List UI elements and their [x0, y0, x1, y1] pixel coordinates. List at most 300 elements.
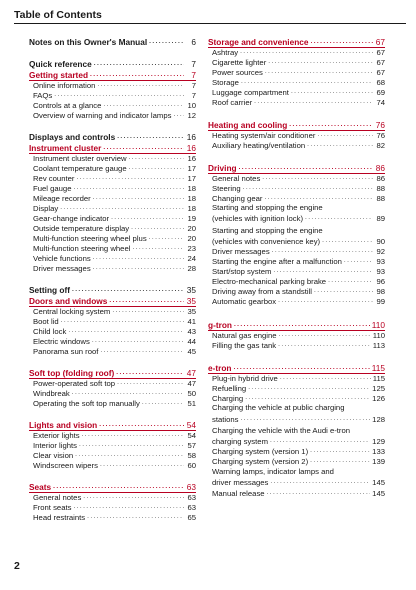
- toc-entry[interactable]: [33, 80, 196, 90]
- toc-entry-title: Interior lights: [33, 441, 78, 450]
- toc-page-number: 63: [186, 482, 196, 492]
- toc-page-number: 63: [187, 493, 196, 502]
- dot-leader: [116, 368, 184, 377]
- toc-category-heading[interactable]: [29, 132, 196, 142]
- toc-entry-title: Natural gas engine: [212, 331, 277, 340]
- toc-page-number: 28: [187, 264, 196, 273]
- toc-entry-title: FAQs: [33, 91, 53, 100]
- toc-page-number: 24: [187, 254, 196, 263]
- toc-entry-title: Mileage recorder: [33, 194, 91, 203]
- dot-leader: [72, 285, 184, 294]
- toc-page-number: 60: [187, 461, 196, 470]
- toc-entry[interactable]: [212, 47, 385, 57]
- toc-entry[interactable]: [33, 243, 196, 253]
- toc-entry[interactable]: [212, 436, 385, 446]
- toc-entry-title: Ashtray: [212, 48, 239, 57]
- toc-entry-title: Auxiliary heating/ventilation: [212, 141, 306, 150]
- toc-entry[interactable]: [212, 340, 385, 350]
- toc-entry[interactable]: [212, 477, 385, 487]
- toc-entry-title: Charging the vehicle at public charging: [212, 403, 345, 412]
- toc-entry-title: e-tron: [208, 363, 232, 373]
- toc-page-number: 115: [371, 363, 385, 373]
- toc-entry[interactable]: [33, 100, 196, 110]
- dot-leader: [61, 316, 184, 325]
- toc-entry-title: Central locking system: [33, 307, 111, 316]
- toc-entry[interactable]: [33, 388, 196, 398]
- toc-page-number: 129: [372, 437, 385, 446]
- toc-entry[interactable]: [33, 336, 196, 346]
- toc-entry-title: Multi-function steering wheel: [33, 244, 131, 253]
- toc-entry[interactable]: [212, 183, 385, 193]
- toc-page-number: 128: [372, 415, 385, 424]
- toc-page-number: 7: [191, 70, 196, 80]
- toc-entry[interactable]: [33, 460, 196, 470]
- toc-entry-title: Coolant temperature gauge: [33, 164, 127, 173]
- dot-leader: [289, 120, 373, 129]
- dot-leader: [53, 482, 184, 491]
- toc-entry[interactable]: [212, 173, 385, 183]
- dot-leader: [132, 243, 184, 252]
- dot-leader: [278, 296, 373, 305]
- toc-entry-title: Head restraints: [33, 513, 86, 522]
- dot-leader: [317, 130, 373, 139]
- toc-entry-title: Boot lid: [33, 317, 59, 326]
- dot-leader: [82, 430, 184, 439]
- dot-leader: [273, 266, 373, 275]
- dot-leader: [245, 393, 370, 402]
- toc-entry-title: Child lock: [33, 327, 67, 336]
- toc-entry[interactable]: [212, 393, 385, 403]
- toc-page-number: 35: [187, 307, 196, 316]
- toc-page-number: 54: [187, 431, 196, 440]
- toc-page-number: 110: [371, 320, 385, 330]
- toc-page-number: 7: [191, 91, 196, 100]
- toc-entry-title: Start/stop system: [212, 267, 272, 276]
- toc-entry[interactable]: [212, 67, 385, 77]
- dot-leader: [100, 460, 184, 469]
- toc-entry-title: Multi-function steering wheel plus: [33, 234, 147, 243]
- toc-entry-title: Panorama sun roof: [33, 347, 99, 356]
- dot-leader: [87, 512, 184, 521]
- dot-leader: [291, 87, 373, 96]
- toc-entry-title: Soft top (folding roof): [29, 368, 115, 378]
- toc-entry-title: Displays and controls: [29, 132, 116, 142]
- dot-leader: [270, 436, 370, 445]
- toc-entry[interactable]: [212, 373, 385, 383]
- dot-leader: [240, 47, 373, 56]
- dot-leader: [60, 203, 184, 212]
- toc-chapter-heading[interactable]: [208, 320, 385, 330]
- toc-page-number: 126: [372, 394, 385, 403]
- dot-leader: [142, 398, 184, 407]
- toc-page-number: 67: [376, 58, 385, 67]
- toc-entry-title: Starting and stopping the engine: [212, 203, 323, 212]
- toc-entry[interactable]: [212, 488, 385, 498]
- toc-page-number: 41: [187, 317, 196, 326]
- dot-leader: [310, 456, 370, 465]
- dot-leader: [241, 77, 373, 86]
- dot-leader: [117, 132, 184, 141]
- dot-leader: [254, 97, 373, 106]
- toc-entry[interactable]: [212, 97, 385, 107]
- toc-entry[interactable]: [33, 223, 196, 233]
- dot-leader: [311, 37, 373, 46]
- toc-page-number: 17: [187, 164, 196, 173]
- toc-page-number: 16: [186, 143, 196, 153]
- toc-entry-title: Power-operated soft top: [33, 379, 116, 388]
- toc-page-number: 54: [186, 420, 196, 430]
- toc-entry[interactable]: [33, 492, 196, 502]
- dot-leader: [248, 383, 370, 392]
- toc-entry[interactable]: [212, 140, 385, 150]
- toc-entry-title: Storage and convenience: [208, 37, 309, 47]
- toc-chapter-heading[interactable]: [208, 37, 385, 47]
- toc-entry[interactable]: [212, 266, 385, 276]
- dot-leader: [129, 153, 184, 162]
- toc-page-number: 89: [376, 214, 385, 223]
- toc-entry[interactable]: [33, 153, 196, 163]
- toc-chapter-heading[interactable]: [208, 363, 385, 373]
- toc-entry-title: Driver messages: [33, 264, 91, 273]
- toc-entry[interactable]: [212, 77, 385, 87]
- toc-entry[interactable]: [212, 296, 385, 306]
- toc-entry[interactable]: [212, 467, 385, 476]
- dot-leader: [111, 213, 184, 222]
- dot-leader: [279, 330, 371, 339]
- dot-leader: [265, 67, 373, 76]
- toc-entry[interactable]: [33, 326, 196, 336]
- dot-leader: [79, 440, 184, 449]
- toc-entry[interactable]: [212, 236, 385, 246]
- toc-entry-title: Power sources: [212, 68, 263, 77]
- toc-page-number: 98: [376, 287, 385, 296]
- toc-entry[interactable]: [33, 378, 196, 388]
- toc-entry[interactable]: [33, 430, 196, 440]
- toc-page-number: 45: [187, 347, 196, 356]
- toc-entry-title: Doors and windows: [29, 296, 108, 306]
- toc-entry[interactable]: [212, 330, 385, 340]
- toc-entry[interactable]: [212, 193, 385, 203]
- toc-entry-title: Overview of warning and indicator lamps: [33, 111, 172, 120]
- toc-entry-title: Heating system/air conditioner: [212, 131, 316, 140]
- toc-entry-title: Controls at a glance: [33, 101, 102, 110]
- toc-entry-title: Fuel gauge: [33, 184, 72, 193]
- toc-entry[interactable]: [212, 87, 385, 97]
- toc-entry[interactable]: [212, 57, 385, 67]
- toc-entry[interactable]: [212, 226, 385, 235]
- toc-page-number: 18: [187, 184, 196, 193]
- toc-entry-title: Quick reference: [29, 59, 92, 69]
- toc-category-heading[interactable]: [29, 59, 196, 69]
- toc-entry-title: Luggage compartment: [212, 88, 289, 97]
- dot-leader: [239, 163, 373, 172]
- toc-entry-title: Lights and vision: [29, 420, 98, 430]
- toc-entry-title: Filling the gas tank: [212, 341, 277, 350]
- toc-page-number: 133: [372, 447, 385, 456]
- toc-chapter-heading[interactable]: [208, 163, 385, 173]
- dot-leader: [262, 173, 373, 182]
- dot-leader: [68, 326, 184, 335]
- toc-page-number: 96: [376, 277, 385, 286]
- dot-leader: [241, 414, 371, 423]
- toc-entry-title: driver messages: [212, 478, 269, 487]
- toc-entry[interactable]: [33, 233, 196, 243]
- toc-page-number: 69: [376, 88, 385, 97]
- toc-entry-title: Changing gear: [212, 194, 263, 203]
- toc-entry[interactable]: [212, 130, 385, 140]
- toc-page-number: 16: [187, 154, 196, 163]
- dot-leader: [76, 173, 184, 182]
- dot-leader: [280, 373, 371, 382]
- dot-leader: [103, 100, 184, 109]
- toc-entry[interactable]: [33, 346, 196, 356]
- toc-page-number: 12: [187, 111, 196, 120]
- dot-leader: [344, 256, 373, 265]
- toc-chapter-heading[interactable]: [29, 368, 196, 378]
- toc-entry-title: Rev counter: [33, 174, 75, 183]
- toc-entry-title: Warning lamps, indicator lamps and: [212, 467, 334, 476]
- toc-entry[interactable]: [212, 246, 385, 256]
- toc-entry[interactable]: [33, 512, 196, 522]
- toc-entry-title: Online information: [33, 81, 96, 90]
- toc-entry[interactable]: [33, 316, 196, 326]
- toc-entry-title: Charging system (version 2): [212, 457, 309, 466]
- toc-page-number: 7: [191, 59, 196, 69]
- dot-leader: [92, 336, 184, 345]
- dot-leader: [94, 59, 184, 68]
- dot-leader: [278, 340, 371, 349]
- dot-leader: [99, 420, 184, 429]
- toc-page-number: 93: [376, 257, 385, 266]
- toc-page-number: 20: [187, 224, 196, 233]
- dot-leader: [83, 492, 184, 501]
- dot-leader: [75, 450, 184, 459]
- dot-leader: [149, 233, 184, 242]
- dot-leader: [267, 488, 371, 497]
- toc-entry-title: Gear-change indicator: [33, 214, 110, 223]
- dot-leader: [109, 296, 184, 305]
- toc-page-number: 76: [375, 120, 385, 130]
- toc-page-number: 7: [191, 81, 196, 90]
- dot-leader: [314, 286, 373, 295]
- toc-entry[interactable]: [212, 456, 385, 466]
- dot-leader: [129, 163, 184, 172]
- toc-entry-title: stations: [212, 415, 239, 424]
- dot-leader: [72, 388, 184, 397]
- dot-leader: [93, 253, 184, 262]
- toc-entry[interactable]: [212, 414, 385, 424]
- toc-entry-title: Instrument cluster overview: [33, 154, 127, 163]
- page-header-title: Table of Contents: [14, 9, 102, 21]
- toc-entry[interactable]: [33, 440, 196, 450]
- toc-page-number: 74: [376, 98, 385, 107]
- toc-entry-title: Steering: [212, 184, 241, 193]
- dot-leader: [264, 193, 373, 202]
- toc-entry-title: Display: [33, 204, 59, 213]
- toc-entry[interactable]: [33, 398, 196, 408]
- toc-page-number: 67: [375, 37, 385, 47]
- dot-leader: [97, 80, 184, 89]
- dot-leader: [305, 213, 373, 222]
- toc-entry[interactable]: [212, 213, 385, 223]
- toc-page-number: 43: [187, 327, 196, 336]
- toc-entry-title: Clear vision: [33, 451, 74, 460]
- toc-entry[interactable]: [33, 183, 196, 193]
- toc-page-number: 90: [376, 237, 385, 246]
- toc-entry[interactable]: [33, 193, 196, 203]
- toc-entry-title: Electric windows: [33, 337, 90, 346]
- dot-leader: [243, 183, 373, 192]
- dot-leader: [90, 70, 184, 79]
- page-number: 2: [14, 560, 20, 572]
- toc-page-number: 88: [376, 184, 385, 193]
- dot-leader: [103, 143, 184, 152]
- toc-entry-title: Roof carrier: [212, 98, 253, 107]
- toc-category-heading[interactable]: [29, 37, 196, 47]
- toc-chapter-heading[interactable]: [29, 143, 196, 153]
- toc-page-number: 145: [372, 489, 385, 498]
- toc-entry-title: g-tron: [208, 320, 232, 330]
- toc-entry-title: Storage: [212, 78, 239, 87]
- toc-page-number: 47: [186, 368, 196, 378]
- toc-entry-title: Windscreen wipers: [33, 461, 98, 470]
- toc-entry-title: Seats: [29, 482, 52, 492]
- toc-page-number: 65: [187, 513, 196, 522]
- toc-entry-title: Heating and cooling: [208, 120, 288, 130]
- toc-page-number: 145: [372, 478, 385, 487]
- toc-page-number: 10: [187, 101, 196, 110]
- toc-page-number: 113: [372, 341, 385, 350]
- toc-chapter-heading[interactable]: [29, 296, 196, 306]
- dot-leader: [328, 276, 373, 285]
- toc-page-number: 115: [372, 374, 385, 383]
- header-rule: [14, 23, 406, 24]
- toc-page-number: 23: [187, 244, 196, 253]
- toc-page-number: 50: [187, 389, 196, 398]
- toc-chapter-heading[interactable]: [208, 120, 385, 130]
- toc-page-number: 68: [376, 78, 385, 87]
- toc-entry[interactable]: [212, 276, 385, 286]
- toc-page-number: 35: [186, 296, 196, 306]
- toc-page-number: 67: [376, 68, 385, 77]
- toc-entry-title: Operating the soft top manually: [33, 399, 140, 408]
- dot-leader: [112, 306, 184, 315]
- toc-page-number: 86: [376, 174, 385, 183]
- dot-leader: [307, 140, 373, 149]
- toc-page-number: 20: [187, 234, 196, 243]
- toc-chapter-heading[interactable]: [29, 420, 196, 430]
- toc-category-heading[interactable]: [29, 285, 196, 295]
- toc-page-number: 35: [186, 285, 196, 295]
- toc-page-number: 88: [376, 194, 385, 203]
- dot-leader: [93, 263, 184, 272]
- toc-entry-title: Charging system (version 1): [212, 447, 309, 456]
- toc-entry-title: Electro-mechanical parking brake: [212, 277, 327, 286]
- toc-entry[interactable]: [212, 286, 385, 296]
- dot-leader: [234, 320, 370, 329]
- toc-entry[interactable]: [33, 502, 196, 512]
- toc-page-number: 63: [187, 503, 196, 512]
- toc-entry[interactable]: [212, 256, 385, 266]
- toc-entry[interactable]: [33, 450, 196, 460]
- toc-page-number: 76: [376, 131, 385, 140]
- toc-entry[interactable]: [33, 253, 196, 263]
- toc-entry[interactable]: [33, 110, 196, 120]
- toc-entry[interactable]: [33, 203, 196, 213]
- toc-entry[interactable]: [33, 213, 196, 223]
- toc-entry-title: (vehicles with ignition lock): [212, 214, 304, 223]
- dot-leader: [73, 183, 184, 192]
- dot-leader: [322, 236, 373, 245]
- toc-page-number: 86: [375, 163, 385, 173]
- toc-entry-title: Refuelling: [212, 384, 247, 393]
- toc-entry-title: Front seats: [33, 503, 72, 512]
- toc-entry-title: Cigarette lighter: [212, 58, 267, 67]
- dot-leader: [173, 110, 184, 119]
- toc-entry-title: Vehicle functions: [33, 254, 91, 263]
- toc-page-number: 82: [376, 141, 385, 150]
- toc-page-number: 67: [376, 48, 385, 57]
- toc-page-number: 51: [187, 399, 196, 408]
- toc-entry[interactable]: [212, 403, 385, 412]
- toc-entry-title: Getting started: [29, 70, 89, 80]
- toc-chapter-heading[interactable]: [29, 482, 196, 492]
- toc-chapter-heading[interactable]: [29, 70, 196, 80]
- toc-entry[interactable]: [212, 426, 385, 435]
- toc-entry-title: Driver messages: [212, 247, 270, 256]
- dot-leader: [93, 193, 184, 202]
- toc-page-number: 139: [372, 457, 385, 466]
- toc-page-number: 44: [187, 337, 196, 346]
- dot-leader: [310, 446, 370, 455]
- toc-entry[interactable]: [33, 306, 196, 316]
- toc-page-number: 99: [376, 297, 385, 306]
- toc-page-number: 58: [187, 451, 196, 460]
- toc-page-number: 19: [187, 214, 196, 223]
- toc-entry[interactable]: [212, 446, 385, 456]
- dot-leader: [270, 477, 370, 486]
- toc-page-number: 92: [376, 247, 385, 256]
- toc-entry[interactable]: [33, 90, 196, 100]
- toc-page-number: 6: [191, 37, 196, 47]
- toc-entry-title: Driving: [208, 163, 237, 173]
- toc-page-number: 18: [187, 204, 196, 213]
- toc-page-number: 125: [372, 384, 385, 393]
- toc-entry-title: Instrument cluster: [29, 143, 102, 153]
- toc-page-number: 16: [186, 132, 196, 142]
- toc-entry-title: Driving away from a standstill: [212, 287, 312, 296]
- dot-leader: [73, 502, 184, 511]
- toc-entry-title: Exterior lights: [33, 431, 80, 440]
- toc-page-number: 93: [376, 267, 385, 276]
- toc-entry[interactable]: [33, 163, 196, 173]
- toc-page-number: 57: [187, 441, 196, 450]
- toc-entry-title: (vehicles with convenience key): [212, 237, 321, 246]
- toc-entry-title: Starting the engine after a malfunction: [212, 257, 342, 266]
- toc-entry[interactable]: [33, 173, 196, 183]
- toc-page-number: 110: [372, 331, 385, 340]
- toc-entry-title: Charging: [212, 394, 244, 403]
- toc-entry[interactable]: [212, 383, 385, 393]
- toc-entry[interactable]: [33, 263, 196, 273]
- toc-entry[interactable]: [212, 203, 385, 212]
- toc-entry-title: Setting off: [29, 285, 71, 295]
- toc-entry-title: Manual release: [212, 489, 265, 498]
- toc-entry-title: Automatic gearbox: [212, 297, 277, 306]
- toc-entry-title: General notes: [33, 493, 82, 502]
- dot-leader: [149, 37, 184, 46]
- toc-page-number: 18: [187, 194, 196, 203]
